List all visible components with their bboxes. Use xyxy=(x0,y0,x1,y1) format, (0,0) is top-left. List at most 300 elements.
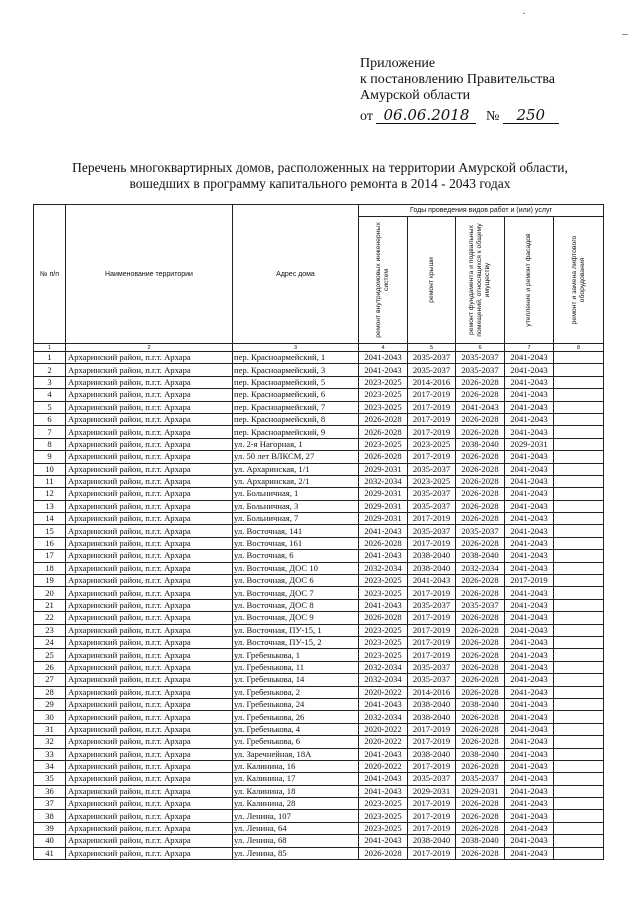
roof-years: 2017-2019 xyxy=(408,389,456,401)
engineering-years: 2026-2028 xyxy=(359,451,408,463)
row-number: 19 xyxy=(34,575,66,587)
appendix-line-3: Амурской области xyxy=(360,88,471,103)
scan-dash-mark: – xyxy=(622,26,628,40)
facade-years: 2041-2043 xyxy=(505,413,554,425)
roof-years: 2035-2037 xyxy=(408,599,456,611)
elevator-years xyxy=(554,711,604,723)
facade-years: 2041-2043 xyxy=(505,711,554,723)
row-number: 37 xyxy=(34,798,66,810)
table-row xyxy=(34,463,604,475)
address-cell: ул. Гребенькова, 14 xyxy=(233,674,359,686)
facade-years: 2041-2043 xyxy=(505,463,554,475)
roof-years: 2017-2019 xyxy=(408,513,456,525)
facade-years: 2041-2043 xyxy=(505,773,554,785)
address-cell: ул. Восточная, 141 xyxy=(233,525,359,537)
roof-years: 2014-2016 xyxy=(408,686,456,698)
col-number: 7 xyxy=(505,344,554,352)
foundation-years: 2038-2040 xyxy=(456,550,505,562)
row-number: 27 xyxy=(34,674,66,686)
facade-years: 2041-2043 xyxy=(505,723,554,735)
roof-years: 2038-2040 xyxy=(408,698,456,710)
row-number: 34 xyxy=(34,760,66,772)
foundation-years: 2026-2028 xyxy=(456,760,505,772)
row-number: 32 xyxy=(34,736,66,748)
territory-cell: Архаринский район, п.г.т. Архара xyxy=(66,451,233,463)
elevator-years xyxy=(554,624,604,636)
row-number: 11 xyxy=(34,475,66,487)
address-cell: ул. Ленина, 85 xyxy=(233,847,359,859)
roof-years: 2038-2040 xyxy=(408,711,456,723)
number-prefix: № xyxy=(485,109,500,124)
facade-years: 2041-2043 xyxy=(505,376,554,388)
row-number: 14 xyxy=(34,513,66,525)
row-number: 3 xyxy=(34,376,66,388)
row-number: 2 xyxy=(34,364,66,376)
roof-years: 2023-2025 xyxy=(408,475,456,487)
table-row xyxy=(34,550,604,562)
elevator-years xyxy=(554,389,604,401)
row-number: 21 xyxy=(34,599,66,611)
table-row xyxy=(34,736,604,748)
address-cell: ул. Больничная, 3 xyxy=(233,500,359,512)
territory-cell: Архаринский район, п.г.т. Архара xyxy=(66,847,233,859)
address-cell: ул. Восточная, ДОС 6 xyxy=(233,575,359,587)
table-row xyxy=(34,376,604,388)
date-prefix: от xyxy=(360,109,373,124)
engineering-years: 2020-2022 xyxy=(359,723,408,735)
roof-years: 2017-2019 xyxy=(408,413,456,425)
elevator-years xyxy=(554,649,604,661)
facade-years: 2041-2043 xyxy=(505,562,554,574)
engineering-years: 2023-2025 xyxy=(359,401,408,413)
engineering-years: 2020-2022 xyxy=(359,736,408,748)
territory-cell: Архаринский район, п.г.т. Архара xyxy=(66,612,233,624)
roof-years: 2017-2019 xyxy=(408,451,456,463)
territory-cell: Архаринский район, п.г.т. Архара xyxy=(66,537,233,549)
address-cell: ул. Восточная, ПУ-15, 2 xyxy=(233,636,359,648)
address-cell: ул. Калинина, 16 xyxy=(233,760,359,772)
table-row xyxy=(34,488,604,500)
col-number: 4 xyxy=(359,344,408,352)
engineering-years: 2023-2025 xyxy=(359,389,408,401)
foundation-years: 2026-2028 xyxy=(456,736,505,748)
facade-years: 2029-2031 xyxy=(505,438,554,450)
roof-years: 2017-2019 xyxy=(408,822,456,834)
address-cell: ул. Больничная, 7 xyxy=(233,513,359,525)
elevator-years xyxy=(554,835,604,847)
elevator-years xyxy=(554,537,604,549)
row-number: 1 xyxy=(34,352,66,364)
facade-years: 2041-2043 xyxy=(505,636,554,648)
elevator-years xyxy=(554,513,604,525)
engineering-years: 2029-2031 xyxy=(359,463,408,475)
row-number: 22 xyxy=(34,612,66,624)
engineering-years: 2032-2034 xyxy=(359,711,408,723)
foundation-years: 2026-2028 xyxy=(456,822,505,834)
territory-cell: Архаринский район, п.г.т. Архара xyxy=(66,810,233,822)
table-row xyxy=(34,624,604,636)
address-cell: ул. Восточная, 161 xyxy=(233,537,359,549)
facade-years: 2041-2043 xyxy=(505,822,554,834)
territory-cell: Архаринский район, п.г.т. Архара xyxy=(66,401,233,413)
row-number: 33 xyxy=(34,748,66,760)
elevator-years xyxy=(554,736,604,748)
engineering-years: 2020-2022 xyxy=(359,760,408,772)
address-cell: ул. Восточная, 6 xyxy=(233,550,359,562)
row-number: 17 xyxy=(34,550,66,562)
foundation-years: 2026-2028 xyxy=(456,612,505,624)
facade-years: 2041-2043 xyxy=(505,426,554,438)
table-row xyxy=(34,822,604,834)
address-cell: ул. Заречнейная, 18А xyxy=(233,748,359,760)
row-number: 38 xyxy=(34,810,66,822)
engineering-years: 2041-2043 xyxy=(359,698,408,710)
foundation-years: 2026-2028 xyxy=(456,451,505,463)
address-cell: ул. Гребенькова, 6 xyxy=(233,736,359,748)
facade-years: 2041-2043 xyxy=(505,401,554,413)
foundation-years: 2026-2028 xyxy=(456,463,505,475)
roof-years: 2035-2037 xyxy=(408,352,456,364)
header-work-roof: ремонт крыши xyxy=(408,217,456,344)
elevator-years xyxy=(554,401,604,413)
table-row xyxy=(34,352,604,364)
foundation-years: 2038-2040 xyxy=(456,438,505,450)
table-row xyxy=(34,562,604,574)
facade-years: 2041-2043 xyxy=(505,798,554,810)
engineering-years: 2041-2043 xyxy=(359,364,408,376)
appendix-date: 06.06.2018 xyxy=(376,107,476,124)
elevator-years xyxy=(554,475,604,487)
roof-years: 2035-2037 xyxy=(408,500,456,512)
elevator-years xyxy=(554,550,604,562)
table-row xyxy=(34,389,604,401)
address-cell: пер. Красноармейский, 7 xyxy=(233,401,359,413)
address-cell: пер. Красноармейский, 6 xyxy=(233,389,359,401)
facade-years: 2041-2043 xyxy=(505,810,554,822)
column-number-row xyxy=(34,344,604,352)
facade-years: 2041-2043 xyxy=(505,451,554,463)
engineering-years: 2020-2022 xyxy=(359,686,408,698)
engineering-years: 2041-2043 xyxy=(359,550,408,562)
engineering-years: 2026-2028 xyxy=(359,537,408,549)
roof-years: 2035-2037 xyxy=(408,364,456,376)
table-row xyxy=(34,723,604,735)
table-row xyxy=(34,401,604,413)
elevator-years xyxy=(554,376,604,388)
foundation-years: 2026-2028 xyxy=(456,686,505,698)
table-row xyxy=(34,711,604,723)
elevator-years xyxy=(554,413,604,425)
elevator-years xyxy=(554,798,604,810)
elevator-years xyxy=(554,698,604,710)
row-number: 15 xyxy=(34,525,66,537)
header-work-facade: утепление и ремонт фасадов xyxy=(505,217,554,344)
row-number: 5 xyxy=(34,401,66,413)
foundation-years: 2035-2037 xyxy=(456,352,505,364)
territory-cell: Архаринский район, п.г.т. Архара xyxy=(66,376,233,388)
engineering-years: 2041-2043 xyxy=(359,785,408,797)
engineering-years: 2029-2031 xyxy=(359,500,408,512)
address-cell: ул. Восточная, ДОС 9 xyxy=(233,612,359,624)
engineering-years: 2032-2034 xyxy=(359,475,408,487)
facade-years: 2041-2043 xyxy=(505,599,554,611)
roof-years: 2041-2043 xyxy=(408,575,456,587)
table-row xyxy=(34,612,604,624)
table-row xyxy=(34,525,604,537)
address-cell: ул. Восточная, ДОС 7 xyxy=(233,587,359,599)
roof-years: 2017-2019 xyxy=(408,847,456,859)
address-cell: ул. Восточная, ДОС 10 xyxy=(233,562,359,574)
territory-cell: Архаринский район, п.г.т. Архара xyxy=(66,624,233,636)
table-row xyxy=(34,760,604,772)
territory-cell: Архаринский район, п.г.т. Архара xyxy=(66,661,233,673)
row-number: 12 xyxy=(34,488,66,500)
elevator-years xyxy=(554,426,604,438)
territory-cell: Архаринский район, п.г.т. Архара xyxy=(66,773,233,785)
table-row xyxy=(34,810,604,822)
roof-years: 2017-2019 xyxy=(408,649,456,661)
foundation-years: 2026-2028 xyxy=(456,537,505,549)
facade-years: 2041-2043 xyxy=(505,661,554,673)
row-number: 13 xyxy=(34,500,66,512)
address-cell: ул. Восточная, ДОС 8 xyxy=(233,599,359,611)
elevator-years xyxy=(554,822,604,834)
table-row xyxy=(34,426,604,438)
foundation-years: 2029-2031 xyxy=(456,785,505,797)
territory-cell: Архаринский район, п.г.т. Архара xyxy=(66,711,233,723)
engineering-years: 2026-2028 xyxy=(359,847,408,859)
row-number: 35 xyxy=(34,773,66,785)
territory-cell: Архаринский район, п.г.т. Архара xyxy=(66,426,233,438)
foundation-years: 2026-2028 xyxy=(456,500,505,512)
row-number: 16 xyxy=(34,537,66,549)
facade-years: 2041-2043 xyxy=(505,525,554,537)
table-row xyxy=(34,364,604,376)
elevator-years xyxy=(554,364,604,376)
territory-cell: Архаринский район, п.г.т. Архара xyxy=(66,748,233,760)
foundation-years: 2026-2028 xyxy=(456,649,505,661)
table-row xyxy=(34,451,604,463)
row-number: 20 xyxy=(34,587,66,599)
foundation-years: 2026-2028 xyxy=(456,475,505,487)
roof-years: 2017-2019 xyxy=(408,636,456,648)
roof-years: 2017-2019 xyxy=(408,798,456,810)
facade-years: 2041-2043 xyxy=(505,513,554,525)
address-cell: ул. Гребенькова, 4 xyxy=(233,723,359,735)
header-years-group: Годы проведения видов работ и (или) услуг xyxy=(359,205,604,217)
foundation-years: 2026-2028 xyxy=(456,798,505,810)
engineering-years: 2026-2028 xyxy=(359,426,408,438)
document-title xyxy=(0,160,640,192)
elevator-years xyxy=(554,723,604,735)
engineering-years: 2023-2025 xyxy=(359,624,408,636)
elevator-years xyxy=(554,661,604,673)
address-cell: пер. Красноармейский, 3 xyxy=(233,364,359,376)
roof-years: 2035-2037 xyxy=(408,525,456,537)
elevator-years xyxy=(554,612,604,624)
territory-cell: Архаринский район, п.г.т. Архара xyxy=(66,352,233,364)
foundation-years: 2026-2028 xyxy=(456,674,505,686)
col-number: 5 xyxy=(408,344,456,352)
roof-years: 2017-2019 xyxy=(408,723,456,735)
foundation-years: 2026-2028 xyxy=(456,636,505,648)
scan-dot-mark: · xyxy=(522,6,526,20)
table-row xyxy=(34,649,604,661)
elevator-years xyxy=(554,451,604,463)
row-number: 26 xyxy=(34,661,66,673)
row-number: 9 xyxy=(34,451,66,463)
row-number: 29 xyxy=(34,698,66,710)
foundation-years: 2026-2028 xyxy=(456,624,505,636)
roof-years: 2017-2019 xyxy=(408,624,456,636)
facade-years: 2041-2043 xyxy=(505,760,554,772)
territory-cell: Архаринский район, п.г.т. Архара xyxy=(66,723,233,735)
facade-years: 2041-2043 xyxy=(505,550,554,562)
row-number: 7 xyxy=(34,426,66,438)
territory-cell: Архаринский район, п.г.т. Архара xyxy=(66,463,233,475)
elevator-years xyxy=(554,352,604,364)
roof-years: 2014-2016 xyxy=(408,376,456,388)
engineering-years: 2029-2031 xyxy=(359,488,408,500)
engineering-years: 2023-2025 xyxy=(359,636,408,648)
table-row xyxy=(34,537,604,549)
row-number: 31 xyxy=(34,723,66,735)
header-work-elevator: ремонт и замена лифтового оборудования xyxy=(554,217,604,344)
foundation-years: 2041-2043 xyxy=(456,401,505,413)
table-row xyxy=(34,773,604,785)
engineering-years: 2029-2031 xyxy=(359,513,408,525)
row-number: 25 xyxy=(34,649,66,661)
roof-years: 2017-2019 xyxy=(408,736,456,748)
territory-cell: Архаринский район, п.г.т. Архара xyxy=(66,438,233,450)
elevator-years xyxy=(554,760,604,772)
table-row xyxy=(34,513,604,525)
table-row xyxy=(34,599,604,611)
roof-years: 2023-2025 xyxy=(408,438,456,450)
territory-cell: Архаринский район, п.г.т. Архара xyxy=(66,760,233,772)
header-address: Адрес дома xyxy=(233,205,359,344)
row-number: 8 xyxy=(34,438,66,450)
territory-cell: Архаринский район, п.г.т. Архара xyxy=(66,488,233,500)
facade-years: 2041-2043 xyxy=(505,748,554,760)
table-row xyxy=(34,636,604,648)
engineering-years: 2032-2034 xyxy=(359,562,408,574)
address-cell: ул. Гребенькова, 1 xyxy=(233,649,359,661)
facade-years: 2041-2043 xyxy=(505,500,554,512)
address-cell: ул. 50 лет ВЛКСМ, 27 xyxy=(233,451,359,463)
roof-years: 2017-2019 xyxy=(408,537,456,549)
facade-years: 2041-2043 xyxy=(505,612,554,624)
address-cell: ул. Калинина, 18 xyxy=(233,785,359,797)
title-line-1: Перечень многоквартирных домов, расположенных на территории Амурской области, xyxy=(72,160,568,175)
roof-years: 2038-2040 xyxy=(408,835,456,847)
facade-years: 2041-2043 xyxy=(505,475,554,487)
engineering-years: 2023-2025 xyxy=(359,587,408,599)
foundation-years: 2026-2028 xyxy=(456,661,505,673)
address-cell: пер. Красноармейский, 8 xyxy=(233,413,359,425)
row-number: 30 xyxy=(34,711,66,723)
roof-years: 2038-2040 xyxy=(408,562,456,574)
table-row xyxy=(34,835,604,847)
elevator-years xyxy=(554,599,604,611)
territory-cell: Архаринский район, п.г.т. Архара xyxy=(66,364,233,376)
appendix-date-line xyxy=(360,107,559,125)
engineering-years: 2041-2043 xyxy=(359,352,408,364)
territory-cell: Архаринский район, п.г.т. Архара xyxy=(66,550,233,562)
foundation-years: 2026-2028 xyxy=(456,810,505,822)
facade-years: 2041-2043 xyxy=(505,835,554,847)
territory-cell: Архаринский район, п.г.т. Архара xyxy=(66,686,233,698)
foundation-years: 2026-2028 xyxy=(456,389,505,401)
table-row xyxy=(34,798,604,810)
roof-years: 2017-2019 xyxy=(408,612,456,624)
header-num: № п/п xyxy=(34,205,66,344)
foundation-years: 2026-2028 xyxy=(456,376,505,388)
table-row xyxy=(34,698,604,710)
header-work-foundation: ремонт фундамента и подвальных помещений, относящихся к общему имуществу xyxy=(456,217,505,344)
address-cell: ул. Восточная, ПУ-15, 1 xyxy=(233,624,359,636)
elevator-years xyxy=(554,525,604,537)
roof-years: 2017-2019 xyxy=(408,760,456,772)
foundation-years: 2026-2028 xyxy=(456,575,505,587)
engineering-years: 2023-2025 xyxy=(359,376,408,388)
engineering-years: 2023-2025 xyxy=(359,649,408,661)
facade-years: 2041-2043 xyxy=(505,847,554,859)
buildings-table xyxy=(33,204,604,860)
facade-years: 2041-2043 xyxy=(505,537,554,549)
header-work-engineering: ремонт внутридомовых инженерных систем xyxy=(359,217,408,344)
facade-years: 2041-2043 xyxy=(505,352,554,364)
appendix-line-2: к постановлению Правительства xyxy=(360,72,556,87)
elevator-years xyxy=(554,500,604,512)
elevator-years xyxy=(554,748,604,760)
address-cell: ул. Больничная, 1 xyxy=(233,488,359,500)
table-row xyxy=(34,475,604,487)
roof-years: 2017-2019 xyxy=(408,426,456,438)
foundation-years: 2026-2028 xyxy=(456,723,505,735)
facade-years: 2041-2043 xyxy=(505,389,554,401)
address-cell: пер. Красноармейский, 9 xyxy=(233,426,359,438)
territory-cell: Архаринский район, п.г.т. Архара xyxy=(66,736,233,748)
roof-years: 2029-2031 xyxy=(408,785,456,797)
address-cell: ул. Ленина, 68 xyxy=(233,835,359,847)
row-number: 4 xyxy=(34,389,66,401)
row-number: 6 xyxy=(34,413,66,425)
col-number: 1 xyxy=(34,344,66,352)
engineering-years: 2041-2043 xyxy=(359,599,408,611)
foundation-years: 2032-2034 xyxy=(456,562,505,574)
row-number: 40 xyxy=(34,835,66,847)
engineering-years: 2026-2028 xyxy=(359,413,408,425)
engineering-years: 2026-2028 xyxy=(359,612,408,624)
engineering-years: 2032-2034 xyxy=(359,661,408,673)
row-number: 39 xyxy=(34,822,66,834)
territory-cell: Архаринский район, п.г.т. Архара xyxy=(66,389,233,401)
table-row xyxy=(34,686,604,698)
col-number: 8 xyxy=(554,344,604,352)
elevator-years xyxy=(554,488,604,500)
foundation-years: 2026-2028 xyxy=(456,513,505,525)
appendix-block xyxy=(360,56,559,125)
table-row xyxy=(34,500,604,512)
address-cell: ул. Калинина, 28 xyxy=(233,798,359,810)
territory-cell: Архаринский район, п.г.т. Архара xyxy=(66,587,233,599)
elevator-years xyxy=(554,674,604,686)
territory-cell: Архаринский район, п.г.т. Архара xyxy=(66,822,233,834)
foundation-years: 2038-2040 xyxy=(456,698,505,710)
address-cell: ул. Ленина, 107 xyxy=(233,810,359,822)
engineering-years: 2041-2043 xyxy=(359,773,408,785)
